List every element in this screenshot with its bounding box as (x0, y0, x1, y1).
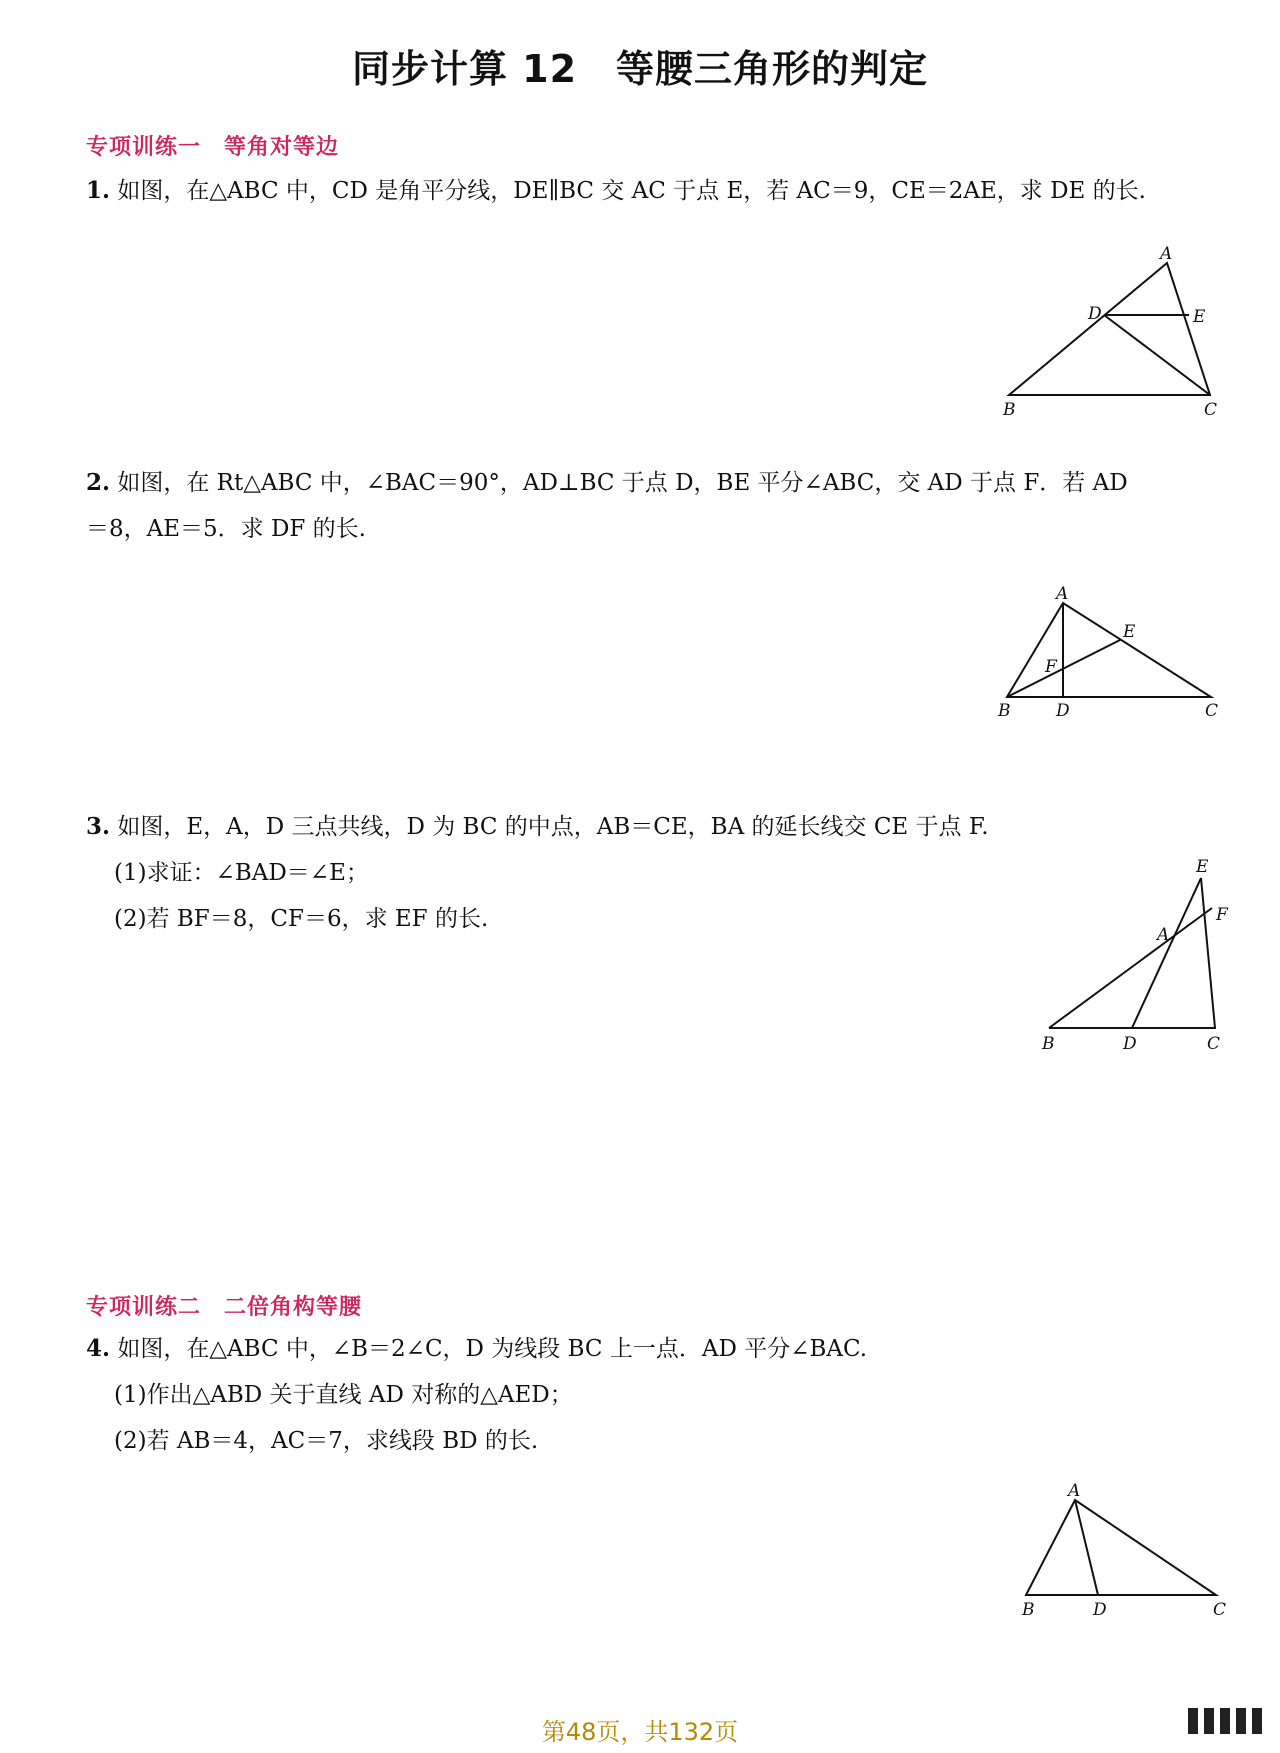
segment-cd (1104, 315, 1210, 395)
question-3-part-1: (1)求证：∠BAD＝∠E； (114, 860, 369, 886)
label-b: B (1022, 1600, 1035, 1620)
label-a: A (1056, 584, 1069, 604)
question-text: 如图，E，A，D 三点共线，D 为 BC 的中点，AB＝CE，BA 的延长线交 CE 于点 F. (117, 814, 989, 840)
label-d: D (1123, 1034, 1137, 1054)
question-number: 2. (86, 469, 111, 496)
segment-ed (1132, 878, 1201, 1028)
label-e: E (1193, 307, 1206, 327)
label-e: E (1123, 622, 1136, 642)
question-3 (86, 804, 1206, 850)
label-f: F (1216, 905, 1228, 925)
question-number: 1. (86, 177, 111, 204)
section-heading-2: 专项训练二 二倍角构等腰 (86, 1295, 363, 1320)
triangle-abc (1009, 263, 1210, 395)
label-d: D (1056, 701, 1070, 720)
question-text: 如图，在△ABC 中，∠B＝2∠C，D 为线段 BC 上一点．AD 平分∠BAC. (117, 1336, 868, 1362)
question-1 (86, 168, 1206, 214)
label-d: D (1088, 304, 1102, 324)
question-text-line-1: 如图，在 Rt△ABC 中，∠BAC＝90°，AD⊥BC 于点 D，BE 平分∠ABC，交 AD 于点 F．若 AD (117, 470, 1128, 496)
figure-q4 (1010, 1480, 1240, 1630)
label-c: C (1213, 1600, 1227, 1620)
segment-bf (1049, 908, 1212, 1028)
figure-q2 (990, 580, 1230, 720)
question-text-line-2: ＝8，AE＝5．求 DF 的长. (86, 516, 366, 542)
triangle-abc (1026, 1500, 1216, 1595)
question-4 (86, 1326, 1206, 1372)
label-e: E (1196, 857, 1209, 877)
label-b: B (1042, 1034, 1055, 1054)
label-a: A (1157, 925, 1170, 945)
page-counter: 第48页，共132页 (541, 1718, 739, 1746)
watermark-bars (1188, 1708, 1262, 1734)
question-4-part-1: (1)作出△ABD 关于直线 AD 对称的△AED； (114, 1382, 573, 1408)
figure-q3 (1030, 850, 1230, 1060)
label-d: D (1093, 1600, 1107, 1620)
question-2 (86, 460, 1206, 552)
label-a: A (1160, 244, 1173, 264)
question-number: 3. (86, 813, 111, 840)
label-c: C (1204, 400, 1218, 420)
label-f: F (1045, 657, 1057, 677)
label-c: C (1205, 701, 1219, 720)
figure-q1 (990, 235, 1230, 425)
triangle-abc (1007, 603, 1211, 697)
page-title: 同步计算 12 等腰三角形的判定 (351, 47, 929, 91)
question-number: 4. (86, 1335, 111, 1362)
section-heading-1: 专项训练一 等角对等边 (86, 135, 340, 160)
label-c: C (1207, 1034, 1221, 1054)
label-b: B (998, 701, 1011, 720)
label-b: B (1003, 400, 1016, 420)
label-a: A (1068, 1481, 1081, 1501)
question-text: 如图，在△ABC 中，CD 是角平分线，DE∥BC 交 AC 于点 E，若 AC＝9，CE＝2AE，求 DE 的长. (117, 178, 1146, 204)
question-4-part-2: (2)若 AB＝4，AC＝7，求线段 BD 的长. (114, 1428, 539, 1454)
question-3-part-2: (2)若 BF＝8，CF＝6，求 EF 的长. (114, 906, 489, 932)
